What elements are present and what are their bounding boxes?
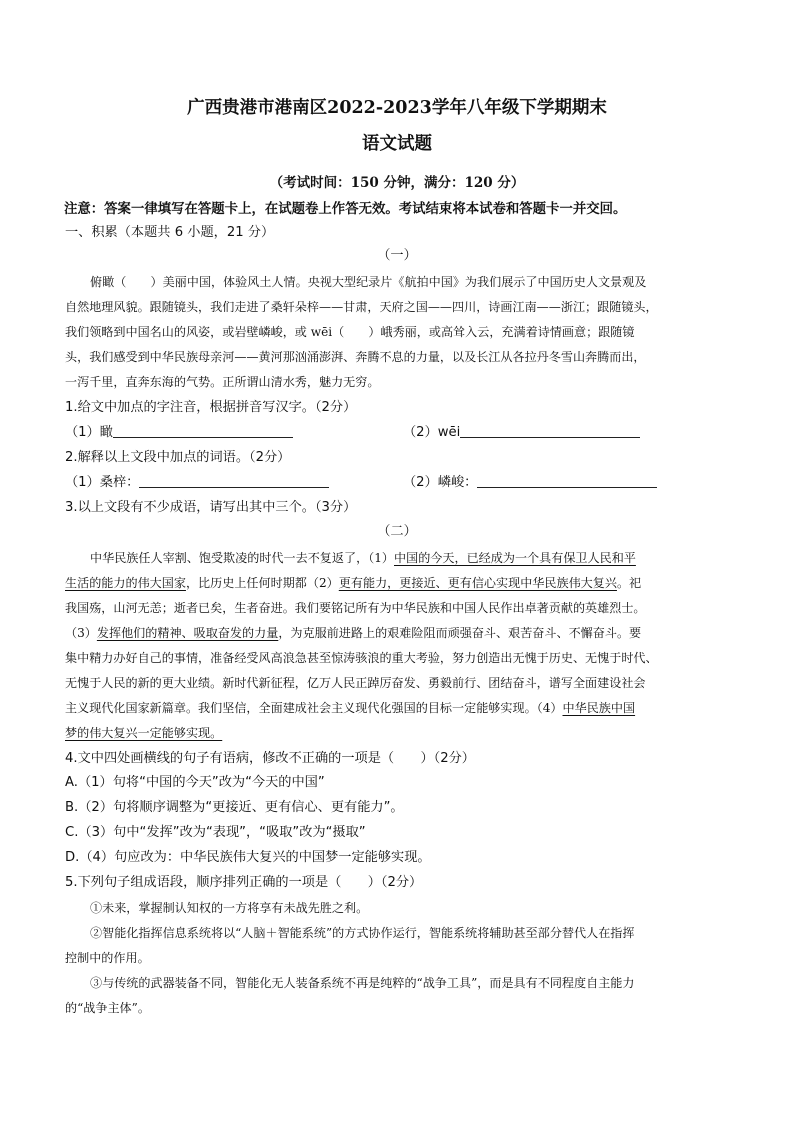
question-2-part-b-label: （2）嶙峻： — [403, 475, 478, 490]
passage2-text: 。祀 — [616, 576, 642, 590]
underlined-sentence-2: 更有能力，更接近、更有信心实现中华民族伟大复兴 — [338, 576, 617, 590]
question-2: 2.解释以上文段中加点的词语。（2分） — [65, 450, 291, 465]
answer-blank[interactable] — [460, 423, 640, 438]
q5-sentence: ③与传统的武器装备不同，智能化无人装备系统不再是纯粹的“战争工具”，而是具有不同程度自主能力 — [90, 976, 635, 990]
passage2-line: 我国殇，山河无恙；逝者已矣，生者奋进。我们要铭记所有为中华民族和中国人民作出卓著贡献的英雄烈士。 — [65, 601, 646, 615]
question-5: 5.下列句子组成语段，顺序排列正确的一项是（ ）（2分） — [65, 875, 423, 890]
underlined-sentence-4: 中华民族中国 — [562, 701, 636, 715]
exam-subject: 语文试题 — [362, 134, 432, 154]
underlined-sentence-1: 生活的能力的伟大国家 — [65, 576, 186, 590]
option-c[interactable]: C.（3）句中“发挥”改为“表现”，“吸取”改为“摄取” — [65, 825, 366, 840]
question-1: 1.给文中加点的字注音，根据拼音写汉字。（2分） — [65, 400, 357, 415]
passage1-line: 头，我们感受到中华民族母亲河——黄河那汹涌澎湃、奔腾不息的力量，以及长江从各拉丹冬雪山奔腾而出， — [65, 350, 646, 364]
question-1-part-b-label: （2）wēi — [403, 425, 461, 440]
exam-notice: 注意：答案一律填写在答题卡上，在试题卷上作答无效。考试结束将本试卷和答题卡一并交回。 — [64, 201, 627, 217]
passage1-line: 一泻千里，直奔东海的气势。正所谓山清水秀，魅力无穷。 — [65, 375, 380, 389]
passage1-line: 俯瞰（ ）美丽中国，体验风土人情。央视大型纪录片《航拍中国》为我们展示了中国历史人文景观及 — [90, 275, 647, 289]
q5-sentence: 控制中的作用。 — [65, 951, 150, 965]
option-b[interactable]: B.（2）句将顺序调整为“更接近、更有信心、更有能力”。 — [65, 800, 404, 815]
passage2-text: ，比历史上任何时期都（2） — [185, 576, 339, 590]
passage2-line — [65, 573, 641, 593]
question-1-part-b — [403, 423, 640, 443]
passage2-text: 主义现代化国家新篇章。我们坚信，全面建成社会主义现代化强国的目标一定能够实现。（4） — [65, 701, 563, 715]
passage2-text: （3） — [65, 626, 97, 640]
question-2-part-a-label: （1）桑梓： — [65, 475, 140, 490]
answer-blank[interactable] — [139, 473, 329, 488]
underlined-sentence-4: 梦的伟大复兴一定能够实现。 — [65, 726, 223, 740]
q5-sentence: ①未来，掌握制认知权的一方将享有未战先胜之利。 — [90, 901, 369, 915]
passage1-line: 我们领略到中国名山的风姿，或岩壁嶙峻，或 wēi（ ）峨秀丽，或高耸入云，充满着诗情画意；跟随镜 — [65, 325, 635, 339]
exam-info: （考试时间：150 分钟，满分：120 分） — [269, 175, 525, 191]
part-one-label: （一） — [377, 248, 417, 263]
part-two-label: （二） — [377, 524, 417, 539]
question-3: 3.以上文段有不少成语，请写出其中三个。（3分） — [65, 500, 357, 515]
passage1-line: 自然地理风貌。跟随镜头，我们走进了桑轩朵梓——甘肃，天府之国——四川，诗画江南——浙江；跟随镜头， — [65, 300, 658, 314]
passage2-line — [90, 548, 636, 568]
underlined-sentence-3: 发挥他们的精神、吸取奋发的力量 — [96, 626, 279, 640]
option-a[interactable]: A.（1）句将“中国的今天”改为“今天的中国” — [65, 775, 325, 790]
passage2-line: 集中精力办好自己的事情，准备经受风高浪急甚至惊涛骇浪的重大考验，努力创造出无愧于历史、无愧于时代、 — [65, 651, 658, 665]
question-4: 4.文中四处画横线的句子有语病，修改不正确的一项是（ ）（2分） — [65, 751, 475, 766]
q5-sentence: ②智能化指挥信息系统将以“人脑＋智能系统”的方式协作运行，智能系统将辅助甚至部分替代人在指挥 — [90, 926, 635, 940]
answer-blank[interactable] — [477, 473, 657, 488]
passage2-text: ，为克服前进路上的艰难险阻而顽强奋斗、艰苦奋斗、不懈奋斗。要 — [278, 626, 642, 640]
passage2-text: 中华民族任人宰割、饱受欺凌的时代一去不复返了，（1） — [90, 551, 394, 565]
question-2-part-a — [65, 473, 329, 493]
question-1-part-a — [65, 423, 293, 443]
q5-sentence: 的“战争主体”。 — [65, 1001, 150, 1015]
answer-blank[interactable] — [113, 423, 293, 438]
option-d[interactable]: D.（4）句应改为：中华民族伟大复兴的中国梦一定能够实现。 — [65, 850, 431, 865]
exam-title: 广西贵港市港南区2022-2023学年八年级下学期期末 — [187, 98, 607, 118]
underlined-sentence-1: 中国的今天，已经成为一个具有保卫人民和平 — [394, 551, 636, 565]
section-heading: 一、积累（本题共 6 小题，21 分） — [65, 225, 275, 240]
question-2-part-b — [403, 473, 657, 493]
passage2-line — [65, 698, 635, 718]
passage2-line — [65, 623, 641, 643]
question-1-part-a-label: （1）瞰 — [65, 425, 113, 440]
passage2-line: 无愧于人民的新的更大业绩。新时代新征程，亿万人民正踔厉奋发、勇毅前行、团结奋斗，谱写全面建设社会 — [65, 676, 646, 690]
passage2-line — [65, 723, 222, 743]
